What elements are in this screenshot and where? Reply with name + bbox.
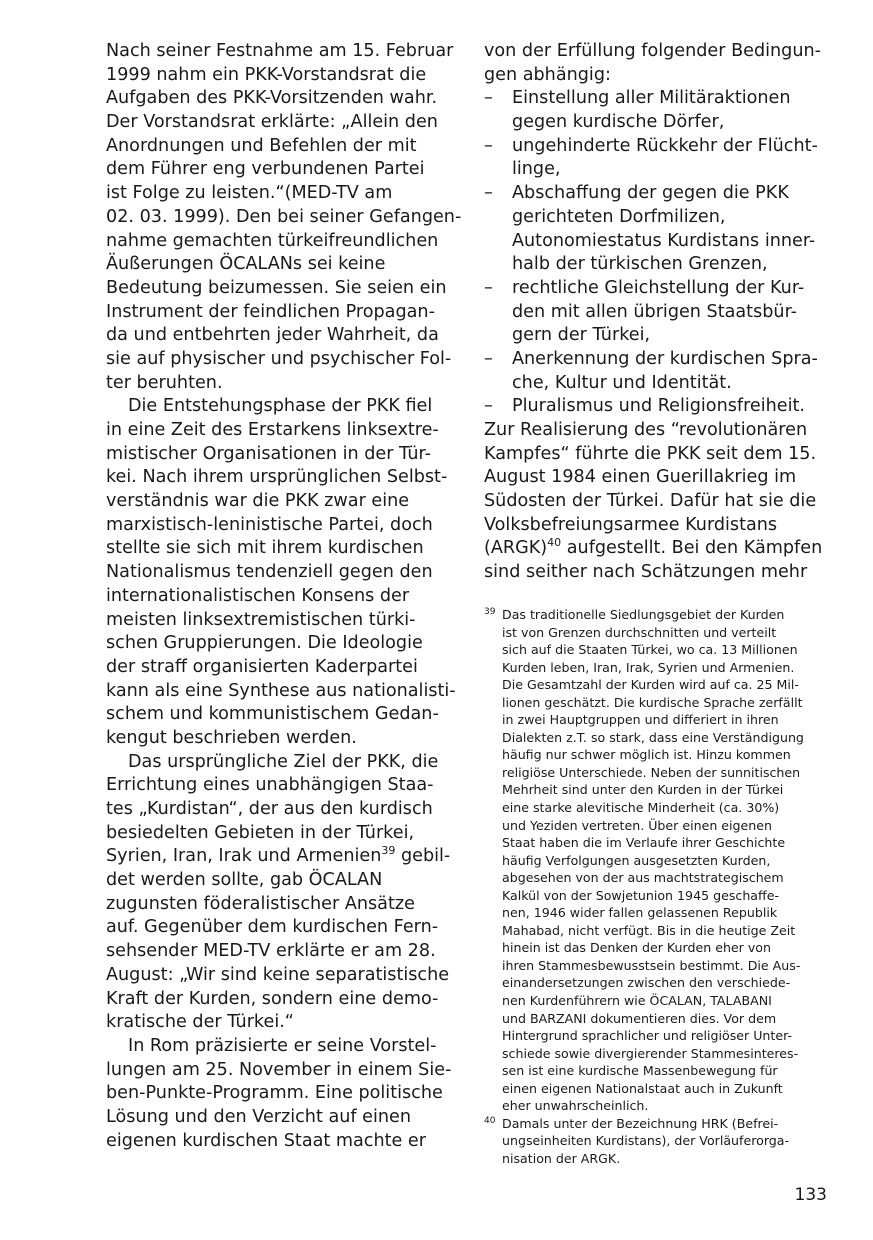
line-text: det werden sollte, gab ÖCALAN	[106, 870, 383, 891]
line-text: nahme gemachten türkeifreundlichen	[106, 230, 439, 251]
footnote-line	[484, 922, 829, 940]
footnote-text: Hintergrund sprachlicher und religiöser Unter-	[502, 1028, 793, 1044]
line-text: schen Gruppierungen. Die Ideologie	[106, 633, 423, 654]
footnote-line	[484, 1045, 829, 1063]
line-text: zugunsten föderalistischer Ansätze	[106, 893, 415, 914]
line-text: linge,	[512, 159, 561, 180]
footnote-line	[484, 624, 829, 642]
footnote-line	[484, 834, 829, 852]
text-line	[106, 869, 451, 893]
footnote-text: schiede sowie divergierender Stammesinteres-	[502, 1045, 799, 1061]
text-line	[106, 182, 451, 206]
text-line	[106, 537, 451, 561]
line-text: Nach seiner Festnahme am 15. Februar	[106, 41, 454, 61]
footnote-line	[484, 939, 829, 957]
list-dash: –	[484, 396, 493, 417]
footnote-text: ungseinheiten Kurdistans), der Vorläuferorga-	[502, 1133, 790, 1149]
footnote-line	[484, 729, 829, 747]
footnote-line	[484, 869, 829, 887]
text-line	[106, 490, 451, 514]
list-dash: –	[484, 348, 493, 369]
footnote-text: lionen geschätzt. Die kurdische Sprache zerfällt	[502, 694, 803, 710]
text-line	[106, 395, 451, 419]
line-text: (ARGK)	[484, 538, 548, 559]
text-line	[484, 40, 829, 64]
line-text: kratische der Türkei.“	[106, 1012, 294, 1033]
list-item	[484, 87, 829, 111]
footnote-text: einen eigenen Nationalstaat auch in Zukunft	[502, 1080, 783, 1096]
footnote-marker: 39	[381, 844, 396, 858]
footnote-text: häufig nur schwer möglich ist. Hinzu kommen	[502, 747, 791, 763]
text-line	[484, 158, 829, 182]
footnote-text: eher unwahrscheinlich.	[502, 1098, 649, 1114]
line-text: gebil-	[395, 846, 451, 867]
text-line	[106, 632, 451, 656]
text-line	[106, 893, 451, 917]
footnote-text: Die Gesamtzahl der Kurden wird auf ca. 25 Mil-	[502, 677, 799, 693]
footnote-line	[484, 746, 829, 764]
line-text: 02. 03. 1999). Den bei seiner Gefangen-	[106, 206, 462, 227]
line-text: kengut beschrieben werden.	[106, 727, 357, 748]
text-line	[106, 703, 451, 727]
line-text: rechtliche Gleichstellung der Kur-	[512, 277, 805, 298]
text-line	[106, 1011, 451, 1035]
line-text: meisten linksextremistischen türki-	[106, 609, 416, 630]
footnote-text: religiöse Unterschiede. Neben der sunnitischen	[502, 764, 801, 780]
line-text: ist Folge zu leisten.“(MED-TV am	[106, 183, 393, 204]
footnote-line	[484, 1010, 829, 1028]
list-dash: –	[484, 88, 493, 109]
footnote-line	[484, 676, 829, 694]
footnote-line	[484, 1027, 829, 1045]
text-line	[484, 443, 829, 467]
text-line	[106, 40, 454, 64]
text-line	[106, 135, 451, 159]
line-text: eigenen kurdischen Staat machte er	[106, 1130, 426, 1151]
text-line	[106, 1106, 451, 1130]
line-text: sie auf physischer und psychischer Fol-	[106, 348, 452, 369]
text-line	[484, 419, 829, 443]
footnote-text: ihren Stammesbewusstsein bestimmt. Die Aus-	[502, 957, 801, 973]
line-text: gen abhängig:	[484, 64, 611, 85]
line-text: aufgestellt. Bei den Kämpfen	[561, 538, 823, 559]
footnote-line	[484, 606, 829, 624]
text-line	[106, 230, 451, 254]
footnote-line	[484, 1097, 829, 1115]
footnote-line	[484, 694, 829, 712]
line-text: mistischer Organisationen in der Tür-	[106, 443, 431, 464]
text-line	[106, 1059, 451, 1083]
line-text: Kampfes“ führte die PKK seit dem 15.	[484, 443, 817, 464]
line-text: tes „Kurdistan“, der aus den kurdisch	[106, 799, 433, 819]
line-text: Die Entstehungsphase der PKK fiel	[128, 396, 433, 417]
footnote-text: sen ist eine kurdische Massenbewegung für	[502, 1063, 778, 1079]
text-line	[484, 514, 829, 538]
line-text: da und entbehrten jeder Wahrheit, da	[106, 325, 439, 346]
line-text: besiedelten Gebieten in der Türkei,	[106, 822, 415, 843]
text-line	[106, 158, 451, 182]
footnote-text: Mehrheit sind unter den Kurden in der Türkei	[502, 782, 784, 798]
text-line	[484, 466, 829, 490]
footnote-text: Mahabad, nicht verfügt. Bis in die heutige Zeit	[502, 922, 796, 938]
line-text: den mit allen übrigen Staatsbür-	[512, 301, 798, 322]
line-text: stellte sie sich mit ihrem kurdischen	[106, 538, 424, 559]
footnote-text: und BARZANI dokumentieren dies. Vor dem	[502, 1010, 777, 1026]
text-line	[106, 64, 451, 88]
footnote-line	[484, 764, 829, 782]
line-text: Zur Realisierung des “revolutionären	[484, 420, 808, 440]
text-line	[106, 301, 451, 325]
footnote-text: nen Kurdenführern wie ÖCALAN, TALABANI	[502, 993, 772, 1009]
text-line	[106, 822, 451, 846]
footnote-line	[484, 817, 829, 835]
footnote-marker: 40	[547, 536, 562, 550]
line-text: 1999 nahm ein PKK-Vorstandsrat die	[106, 64, 427, 85]
text-line	[106, 1082, 451, 1106]
footnote-text: hinein ist das Denken der Kurden eher von	[502, 940, 771, 956]
line-text: von der Erfüllung folgender Bedingun-	[484, 41, 821, 61]
text-line	[106, 798, 451, 822]
footnote-text: nisation der ARGK.	[502, 1150, 621, 1166]
line-text: Südosten der Türkei. Dafür hat sie die	[484, 491, 817, 512]
line-text: Abschaffung der gegen die PKK	[512, 183, 789, 204]
footnote-text: Das traditionelle Siedlungsgebiet der Kurden	[502, 607, 785, 622]
text-line	[484, 64, 829, 88]
line-text: der straff organisierten Kaderpartei	[106, 656, 418, 677]
text-line	[106, 87, 451, 111]
text-line	[106, 111, 451, 135]
line-text: gern der Türkei,	[512, 325, 651, 346]
line-text: Errichtung eines unabhängigen Staa-	[106, 775, 434, 796]
list-dash: –	[484, 183, 493, 204]
footnote-line	[484, 799, 829, 817]
text-line	[484, 372, 829, 396]
line-text: sind seither nach Schätzungen mehr	[484, 562, 808, 583]
line-text: Pluralismus und Religionsfreiheit.	[512, 396, 805, 417]
footnote-number: 40	[484, 1115, 496, 1126]
text-line	[106, 609, 451, 633]
footnote-text: und Yeziden vertreten. Über einen eigenen	[502, 817, 773, 833]
footnote-line	[484, 1150, 829, 1168]
footnote-text: Kalkül von der Sowjetunion 1945 geschaffe-	[502, 887, 779, 903]
text-line	[106, 561, 451, 585]
text-line	[106, 514, 451, 538]
line-text: Nationalismus tendenziell gegen den	[106, 562, 433, 583]
line-text: gerichteten Dorfmilizen,	[512, 206, 726, 227]
text-line	[106, 324, 451, 348]
text-line	[484, 206, 829, 230]
footnote-line	[484, 1080, 829, 1098]
footnote-text: sich auf die Staaten Türkei, wo ca. 13 Millionen	[502, 642, 798, 658]
footnote-line	[484, 641, 829, 659]
line-text: kei. Nach ihrem ursprünglichen Selbst-	[106, 467, 448, 488]
line-text: Volksbefreiungsarmee Kurdistans	[484, 514, 778, 535]
line-text: In Rom präzisierte er seine Vorstel-	[128, 1035, 437, 1056]
footnote-text: nen, 1946 wider fallen gelassenen Republik	[502, 905, 778, 921]
text-line	[484, 230, 829, 254]
footnote-line	[484, 974, 829, 992]
line-text: sehsender MED-TV erklärte er am 28.	[106, 941, 436, 962]
text-line	[106, 988, 451, 1012]
line-text: verständnis war die PKK zwar eine	[106, 491, 410, 512]
list-item	[484, 395, 829, 419]
footnote-text: häufig Verfolgungen ausgesetzten Kurden,	[502, 852, 771, 868]
footnotes	[484, 606, 829, 1168]
line-text: in eine Zeit des Erstarkens linksextre-	[106, 420, 439, 440]
text-line	[106, 466, 451, 490]
line-text: ben-Punkte-Programm. Eine politische	[106, 1083, 443, 1104]
text-line	[106, 656, 451, 680]
text-line	[106, 372, 451, 396]
line-text: Der Vorstandsrat erklärte: „Allein den	[106, 112, 438, 133]
list-item	[484, 277, 829, 301]
footnote-text: eine starke alevitische Minderheit (ca. 30%)	[502, 800, 780, 816]
text-line	[106, 774, 451, 798]
list-item	[484, 135, 829, 159]
text-line	[484, 301, 829, 325]
line-text: ungehinderte Rückkehr der Flücht-	[512, 135, 818, 156]
footnote-line	[484, 1062, 829, 1080]
line-text: Anordnungen und Befehlen der mit	[106, 135, 417, 156]
text-line	[106, 277, 451, 301]
line-text: Anerkennung der kurdischen Spra-	[512, 348, 818, 369]
footnote-line	[484, 711, 829, 729]
line-text: Instrument der feindlichen Propagan-	[106, 301, 435, 322]
line-text: lungen am 25. November in einem Sie-	[106, 1059, 452, 1080]
text-line	[106, 845, 451, 869]
list-dash: –	[484, 135, 493, 156]
text-line	[484, 253, 829, 277]
footnote-text: abgesehen von der aus machtstrategischem	[502, 870, 784, 886]
text-line	[106, 751, 451, 775]
line-text: halb der türkischen Grenzen,	[512, 254, 768, 275]
footnote-text: Kurden leben, Iran, Irak, Syrien und Armenien.	[502, 659, 795, 675]
line-text: Aufgaben des PKK-Vorsitzenden wahr.	[106, 88, 438, 109]
text-line	[106, 348, 451, 372]
line-text: che, Kultur und Identität.	[512, 372, 732, 393]
footnote-line	[484, 1132, 829, 1150]
text-line	[106, 1130, 451, 1154]
line-text: Lösung und den Verzicht auf einen	[106, 1106, 412, 1127]
line-text: Äußerungen ÖCALANs sei keine	[106, 254, 386, 275]
footnote-line	[484, 904, 829, 922]
text-line	[106, 964, 451, 988]
line-text: gegen kurdische Dörfer,	[512, 112, 725, 133]
footnote-line	[484, 1115, 829, 1133]
text-line	[106, 253, 451, 277]
footnote-line	[484, 852, 829, 870]
footnote-line	[484, 992, 829, 1010]
line-text: ter beruhten.	[106, 372, 223, 393]
line-text: Das ursprüngliche Ziel der PKK, die	[128, 751, 439, 772]
footnote-line	[484, 887, 829, 905]
line-text: Einstellung aller Militäraktionen	[512, 88, 791, 109]
page-number: 133	[794, 1185, 827, 1205]
text-line	[106, 916, 451, 940]
text-line	[484, 111, 829, 135]
text-line	[484, 324, 829, 348]
line-text: schem und kommunistischem Gedan-	[106, 704, 439, 725]
footnote-line	[484, 781, 829, 799]
footnote-line	[484, 957, 829, 975]
text-line	[106, 680, 456, 704]
left-column	[106, 40, 462, 1153]
right-column	[484, 40, 829, 585]
footnote-text: ist von Grenzen durchschnitten und verteilt	[502, 624, 777, 640]
footnote-text: Dialekten z.T. so stark, dass eine Verständigung	[502, 729, 804, 745]
line-text: internationalistischen Konsens der	[106, 585, 410, 606]
footnote-text: in zwei Hauptgruppen und differiert in ihren	[502, 712, 779, 728]
line-text: dem Führer eng verbundenen Partei	[106, 159, 425, 180]
text-line	[484, 561, 829, 585]
line-text: August: „Wir sind keine separatistische	[106, 964, 450, 985]
list-item	[484, 182, 829, 206]
line-text: auf. Gegenüber dem kurdischen Fern-	[106, 917, 439, 938]
line-text: Bedeutung beizumessen. Sie seien ein	[106, 277, 447, 298]
line-text: Autonomiestatus Kurdistans inner-	[512, 230, 816, 251]
text-line	[106, 727, 451, 751]
text-line	[106, 206, 462, 230]
line-text: marxistisch-leninistische Partei, doch	[106, 514, 433, 535]
line-text: Kraft der Kurden, sondern eine demo-	[106, 988, 439, 1009]
footnote-number: 39	[484, 607, 496, 617]
text-line	[106, 443, 451, 467]
text-line	[106, 419, 451, 443]
text-line	[106, 1035, 451, 1059]
text-line	[484, 490, 829, 514]
line-text: Syrien, Iran, Irak und Armenien	[106, 846, 382, 867]
list-item	[484, 348, 829, 372]
footnote-text: einandersetzungen zwischen den verschiede-	[502, 975, 791, 991]
line-text: kann als eine Synthese aus nationalisti-	[106, 680, 456, 701]
list-dash: –	[484, 277, 493, 298]
footnote-text: Staat haben die im Verlaufe ihrer Geschichte	[502, 835, 786, 851]
footnote-text: Damals unter der Bezeichnung HRK (Befrei-	[502, 1115, 779, 1131]
text-line	[106, 585, 451, 609]
text-line	[106, 940, 451, 964]
text-line	[484, 537, 829, 561]
footnote-line	[484, 659, 829, 677]
line-text: August 1984 einen Guerillakrieg im	[484, 467, 797, 488]
